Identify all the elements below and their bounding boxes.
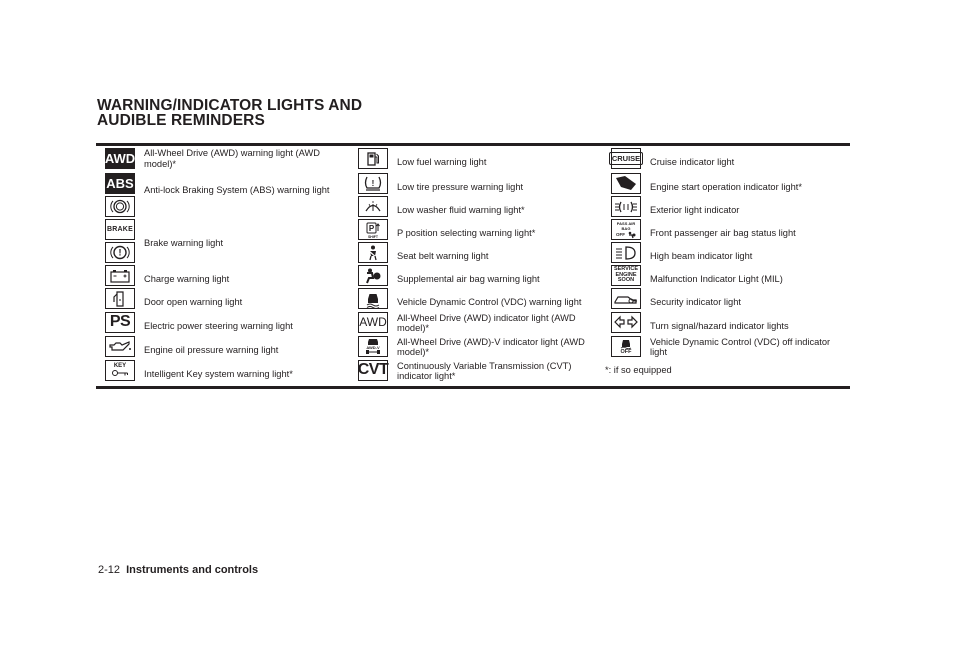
seat-belt-icon <box>358 242 388 263</box>
list-item <box>349 358 602 382</box>
turn-signal-icon <box>611 312 641 333</box>
vdc-icon <box>358 288 388 309</box>
warning-lights-table <box>96 143 850 389</box>
p-position-icon <box>358 219 388 240</box>
column-1 <box>96 146 349 386</box>
item-label: Turn signal/hazard indicator lights <box>650 320 789 331</box>
list-item <box>349 264 602 287</box>
vdc-off-text: OFF <box>620 348 632 355</box>
svg-text:!: ! <box>118 247 122 258</box>
list-item <box>602 358 850 382</box>
fuel-pump-icon <box>358 148 388 169</box>
svg-text:!: ! <box>371 179 375 188</box>
item-label: Brake warning light <box>144 238 224 249</box>
item-label: Electric power steering warning light <box>144 320 293 331</box>
key-icon-text: KEY <box>113 362 127 369</box>
list-item <box>602 334 850 358</box>
list-item <box>349 241 602 264</box>
item-label: Front passenger air bag status light <box>650 228 796 239</box>
item-label <box>144 249 150 257</box>
vdc-off-icon <box>611 336 641 357</box>
list-item <box>96 334 349 358</box>
list-item <box>349 171 602 195</box>
list-item <box>349 146 602 171</box>
list-item <box>96 146 349 171</box>
item-label: Door open warning light <box>144 297 243 308</box>
item-label: Engine oil pressure warning light <box>144 344 279 355</box>
list-item <box>602 218 850 241</box>
item-label: Continuously Variable Transmission (CVT) indicator light* <box>397 360 572 381</box>
awd-indicator-icon: AWD <box>358 312 388 333</box>
item-label: Security indicator light <box>650 297 741 308</box>
key-icon <box>105 360 135 381</box>
awd-warning-icon: AWD <box>105 148 135 169</box>
item-label: All-Wheel Drive (AWD)-V indicator light (AWD model)* <box>397 336 585 357</box>
heading-line-1: WARNING/INDICATOR LIGHTS AND <box>97 97 363 114</box>
washer-fluid-icon <box>358 196 388 217</box>
air-bag-icon <box>358 265 388 286</box>
passenger-air-bag-icon <box>611 219 641 240</box>
list-item <box>602 146 850 171</box>
item-label: All-Wheel Drive (AWD) indicator light (AWD model)* <box>397 312 576 333</box>
oil-can-icon <box>105 336 135 357</box>
list-item <box>349 310 602 334</box>
power-steering-icon: PS <box>105 312 135 333</box>
brake-text-icon: BRAKE <box>105 219 135 240</box>
item-label: P position selecting warning light* <box>397 228 536 239</box>
list-item <box>602 171 850 195</box>
list-item <box>349 195 602 218</box>
service-engine-text-1: SERVICE <box>613 266 639 273</box>
security-icon <box>611 288 641 309</box>
service-engine-text-2: ENGINE <box>615 271 637 278</box>
item-label: Cruise indicator light <box>650 157 735 168</box>
list-item <box>602 264 850 287</box>
list-item <box>602 287 850 310</box>
svg-text:AWD-V: AWD-V <box>366 345 380 350</box>
page-heading <box>97 98 362 128</box>
abs-icon: ABS <box>105 173 135 194</box>
list-item <box>96 171 349 195</box>
list-item <box>96 310 349 334</box>
list-item <box>96 264 349 287</box>
battery-icon <box>105 265 135 286</box>
brake-circle-icon <box>105 196 135 217</box>
column-3 <box>602 146 850 386</box>
passenger-air-bag-off-text: OFF <box>616 232 625 237</box>
tire-pressure-icon <box>358 173 388 194</box>
high-beam-icon <box>611 242 641 263</box>
list-item <box>96 358 349 382</box>
item-label: Engine start operation indicator light* <box>650 181 802 192</box>
list-item <box>602 310 850 334</box>
cruise-icon-text: CRUISE <box>609 152 643 165</box>
list-item <box>96 218 349 249</box>
section-title: Instruments and controls <box>126 564 259 576</box>
column-2 <box>349 146 602 386</box>
list-item <box>349 334 602 358</box>
engine-start-icon <box>611 173 641 194</box>
item-label: High beam indicator light <box>650 251 753 262</box>
exterior-light-icon <box>611 196 641 217</box>
item-label: Supplemental air bag warning light <box>397 274 540 285</box>
door-open-icon <box>105 288 135 309</box>
item-label: Low washer fluid warning light* <box>397 205 525 216</box>
footnote: *: if so equipped <box>605 364 672 375</box>
list-item <box>96 287 349 310</box>
svg-text:P: P <box>368 223 375 233</box>
item-label: All-Wheel Drive (AWD) warning light (AWD model)* <box>144 148 320 169</box>
cvt-icon: CVT <box>358 360 388 381</box>
svg-text:SHIFT: SHIFT <box>367 234 379 239</box>
service-engine-text-3: SOON <box>617 277 635 284</box>
page-number: 2-12 <box>98 564 121 576</box>
passenger-air-bag-text: PASS AIR BAG <box>616 220 636 231</box>
page-footer <box>98 564 258 576</box>
heading-line-2: AUDIBLE REMINDERS <box>97 112 265 129</box>
item-label: Vehicle Dynamic Control (VDC) off indicator light <box>650 336 831 357</box>
item-label: Malfunction Indicator Light (MIL) <box>650 274 783 285</box>
list-item <box>96 241 349 264</box>
awd-v-icon <box>358 336 388 357</box>
item-label: Intelligent Key system warning light* <box>144 368 293 379</box>
brake-pad-icon <box>105 242 135 263</box>
cruise-icon <box>611 148 641 169</box>
item-label: Low fuel warning light <box>397 157 487 168</box>
item-label: Anti-lock Braking System (ABS) warning light <box>144 184 330 195</box>
item-label: Low tire pressure warning light <box>397 181 524 192</box>
list-item <box>349 287 602 310</box>
item-label: Exterior light indicator <box>650 205 740 216</box>
list-item <box>602 195 850 218</box>
item-label: Vehicle Dynamic Control (VDC) warning light <box>397 297 582 308</box>
item-label: Charge warning light <box>144 274 230 285</box>
item-label: Seat belt warning light <box>397 251 489 262</box>
list-item <box>349 218 602 241</box>
list-item <box>602 241 850 264</box>
service-engine-icon <box>611 265 641 286</box>
